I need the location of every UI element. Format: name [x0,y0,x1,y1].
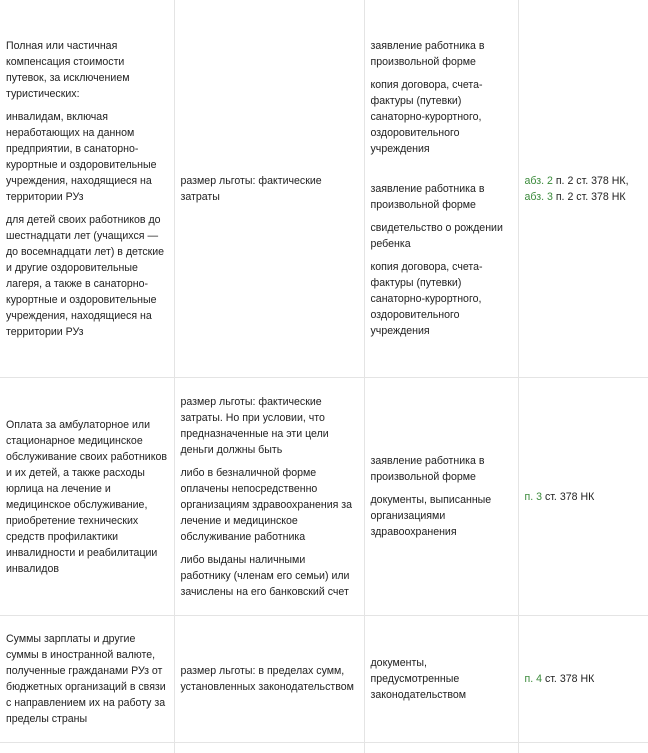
amount-text: размер льготы: фактические затраты. Но при условии, что предназначенные на эти цели деньги должны быть [180,395,329,456]
benefit-text: Полная или частичная компенсация стоимости путевок, за исключением туристических: [6,39,130,100]
document-text: заявление работника в произвольной форме [370,183,485,211]
reference-text: ст. 378 НК [542,490,595,503]
table-cell [0,743,174,753]
reference-cell [518,0,648,378]
table-row [0,378,648,616]
benefit-cell [0,0,174,378]
document-text: копия договора, счета-фактуры (путевки) санаторно-курортного, оздоровительного учреждения [370,261,483,337]
reference-text: п. 2 ст. 378 НК, [552,174,629,187]
law-link[interactable]: п. 4 [524,673,543,685]
reference-line [525,189,643,205]
reference-line [525,489,643,505]
documents-cell [364,378,518,616]
law-link[interactable]: абз. 2 [524,174,553,187]
amount-cell [174,616,364,743]
benefit-cell [0,616,174,743]
document-text: свидетельство о рождении ребенка [370,222,503,250]
table-cell [518,743,648,753]
table-row [0,743,648,753]
benefit-text: инвалидам, включая неработающих на данном предприятии, в санаторно-курортные и оздоровительные учреждения, находящиеся на территории РУз [6,110,157,203]
reference-cell [518,616,648,743]
document-text: заявление работника в произвольной форме [370,40,485,68]
amount-text: либо выданы наличными работнику (членам его семьи) или зачислены на его банковский счет [180,553,350,598]
benefit-text: для детей своих работников до шестнадцати лет (учащихся — до восемнадцати лет) в детские и другие оздоровительные лагеря, а также в санаторно-курортные и оздоровительные учреждения, находящиеся на территории РУз [6,213,165,338]
reference-text: ст. 378 НК [542,673,595,685]
document-text: копия договора, счета-фактуры (путевки) санаторно-курортного, оздоровительного учреждения [370,79,483,155]
amount-text: либо в безналичной форме оплачены непосредственно организациям здравоохранения за лечение и медицинское обслуживание работника [180,466,353,543]
document-text: заявление работника в произвольной форме [370,455,485,483]
amount-text: размер льготы: фактические затраты [180,174,322,203]
documents-cell [364,0,518,378]
table-row [0,616,648,743]
document-text: документы, выписанные организациями здравоохранения [370,494,492,538]
law-link[interactable]: п. 3 [524,490,543,503]
benefit-text: Оплата за амбулаторное или стационарное медицинское обслуживание своих работников и их детей, а также расходы юрлица на лечение и медицинское обслуживание, приобретение технических средств профилактики инвалидности и реабилитации инвалидов [6,418,168,575]
reference-cell [518,378,648,616]
reference-line [525,671,643,687]
benefit-cell [0,378,174,616]
documents-cell [364,616,518,743]
amount-text: размер льготы: в пределах сумм, установленных законодательством [180,665,354,693]
amount-cell [174,0,364,378]
table-cell [174,743,364,753]
law-link[interactable]: абз. 3 [524,190,553,203]
amount-cell [174,378,364,616]
document-text: документы, предусмотренные законодательством [370,657,467,701]
reference-line [525,173,643,189]
table-cell [364,743,518,753]
benefit-text: Суммы зарплаты и другие суммы в иностранной валюте, полученные гражданами РУз от бюджетных организаций в связи с направлением их на работу за пределы страны [6,633,166,725]
reference-text: п. 2 ст. 378 НК [552,190,626,203]
